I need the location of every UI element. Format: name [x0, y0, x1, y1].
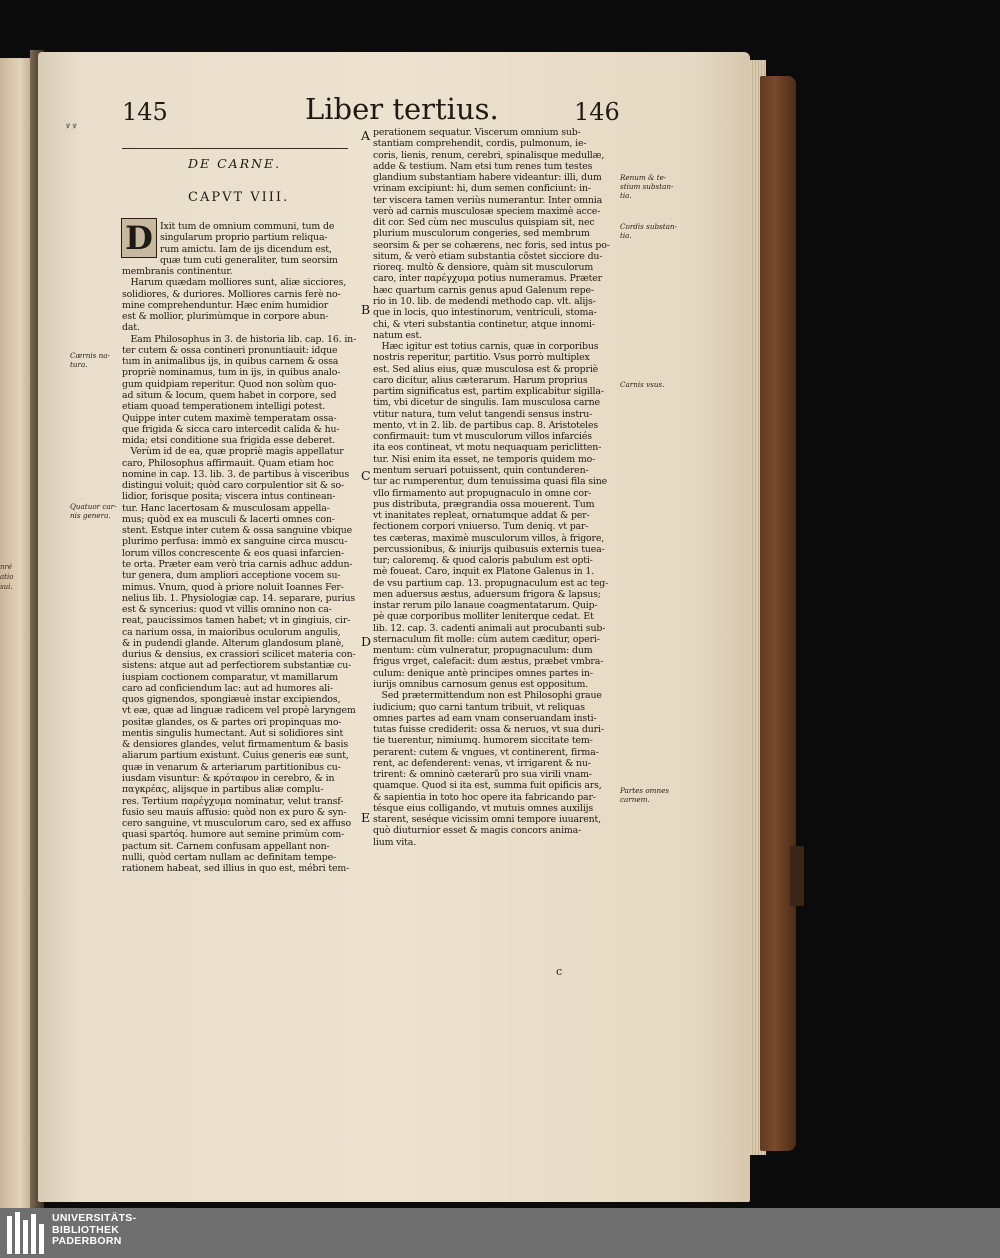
left-column-line: quæ tum cuti generaliter, tum seorsim [160, 254, 338, 266]
left-column-line: mida; etsi conditione sua frigida esse deberet. [122, 435, 336, 447]
left-column-line: lidior, forisque posita; viscera intus continean- [122, 491, 336, 503]
left-column-line: positæ glandes, os & partes ori propinquas mo- [122, 716, 342, 728]
left-column-line: & densiores glandes, velut firmamentum & basis [122, 739, 348, 751]
left-column-line: etiam quoad temperationem intelligi potest. [122, 401, 326, 413]
left-column-line: pactum sit. Carnem confusam appellant non- [122, 840, 330, 852]
left-column-line: & in pudendi glande. Alterum glandosum planè, [122, 637, 344, 649]
left-column-line: membranis continentur. [122, 266, 233, 278]
left-column-line: tur genera, dum ampliori acceptione vocem su- [122, 570, 341, 582]
left-column-line: singularum proprio partium reliqua- [160, 232, 328, 244]
left-column-line: est & mollior, plurimùmque in corpore abun- [122, 311, 329, 323]
left-page-margin-fragment: nré [0, 563, 12, 571]
left-column-line: nelius lib. 1. Physiologiæ cap. 14. separare, purius [122, 592, 356, 604]
left-column-line: propriè nominamus, tum in ijs, in quibus analo- [122, 367, 341, 379]
left-column-line: fusio seu mauis affusio: quòd non ex puro & syn- [122, 806, 347, 818]
left-column-line: durius & densius, ex crassiori scilicet materia con- [122, 649, 356, 661]
left-column-line: solidiores, & duriores. Molliores carnis ferè no- [122, 288, 341, 300]
right-page-number: 146 [574, 98, 620, 126]
left-column-line: ter cutem & ossa contineri pronuntiauit: idque [122, 344, 338, 356]
left-page-number: 145 [122, 98, 168, 126]
book-cover [760, 76, 796, 1151]
running-title: Liber tertius. [305, 92, 499, 126]
left-column-line: te orta. Præter eam verò tria carnis adhuc addun- [122, 558, 353, 570]
library-name-line: PADERBORN [52, 1235, 122, 1247]
left-column-line: παγκρέας, alijsque in partibus aliæ complu- [122, 784, 324, 796]
left-column-line: rationem habeat, sed illius in quo est, mébri tem- [122, 863, 350, 875]
left-page-margin-fragment: atio [0, 573, 14, 581]
left-column-line: rum amictu. Iam de ijs dicendum est, [160, 243, 332, 255]
left-column-line: dat. [122, 322, 140, 334]
left-column-line: mus; quòd ex ea musculi & lacerti omnes con- [122, 513, 335, 525]
left-column-line: quos gignendos, spongiæuè instar excipiendos, [122, 694, 341, 706]
library-name [52, 1213, 136, 1248]
section-heading: DE CARNE. [188, 156, 282, 171]
left-column-line: iuspiam coctionem comparatur, vt mamillarum [122, 671, 338, 683]
left-column-line: cero sanguine, vt musculorum caro, sed ex affuso [122, 818, 351, 830]
cover-clasp [790, 846, 804, 906]
left-column-line: quæ in venarum & arteriarum partitionibus cu- [122, 761, 341, 773]
left-column-line: distingui voluit; quòd caro corpulentior sit & so- [122, 480, 345, 492]
left-column-line: que frigida & sicca caro intercedit calida & hu- [122, 423, 340, 435]
chapter-heading: CAPVT VIII. [188, 190, 290, 205]
left-column-line: Quippe inter cutem maximè temperatam ossa- [122, 412, 337, 424]
left-column-line: lorum villos concrescente & eos quasi infarcien- [122, 547, 345, 559]
left-column-line: Harum quædam molliores sunt, aliæ sicciores, [122, 277, 347, 289]
library-bars-logo-icon [7, 1212, 47, 1254]
margin-note: Cærnis na- tura. [70, 351, 110, 369]
left-column-line: tur. Hanc lacertosam & musculosam appella- [122, 502, 330, 514]
right-column-text: perationem sequatur. Viscerum omnium sub- stantiam comprehendit, cordis, pulmonum, ie- coris, lienis, renum, cerebri, spinalisque medullæ, adde & testium. Nam etsi tum renes tum testes glandium substantiam habere videantur: illi, dum vrinam excipiunt: hi, dum semen conficiunt: in- ter viscera tamen veriùs numerantur. Inter omnia verò ad carnis musculosæ speciem maximè acce- dit cor. Sed cùm nec musculus quispiam sit, nec plurium musculorum congeries, sed membrum seorsim & per se cohærens, nec foris, sed intus po- situm, & verò etiam substantia cõstet sicciore du- rioreq. multò & densiore, quàm sit musculorum caro, inter παρέγχυμα potius numeramus. Præter hæc quartum carnis genus apud Galenum repe- rio in 10. lib. de medendi methodo cap. vlt. alijs- que in locis, quo intestinorum, ventriculi, stoma- chi, & vteri substantia continetur, atque innomi- natum est. Hæc igitur est totius carnis, quæ in corporibus nostris reperitur, partitio. Vsus porrò multiplex est. Sed alius eius, quæ musculosa est & propriè caro dicitur, alius cæterarum. Harum proprius partim significatus est, partim explicabitur sigilla- tim, vbi dicetur de singulis. Iam musculosa carne vtitur natura, tum velut tangendi sensus instru- mento, vt in 2. lib. de partibus cap. 8. Aristoteles confirmauit: tum vt musculorum villos infarciés ita eos contineat, vt motu nequaquam periclitten- tur. Nisi enim ita esset, ne temporis quidem mo- mentum seruari potuissent, quin contunderen- tur ac rumperentur, dum tenuissima quasi fila sine vllo firmamento aut propugnaculo in omne cor- pus distributa, prægrandia ossa mouerent. Tum vt inanitates repleat, ornatumque addat & per- fectionem corpori vniuerso. Tum deniq. vt par- tes cæteras, maximè musculorum villos, à frigore, percussionibus, & iniurijs quibusuis externis tuea- tur; caloremq. & quod caloris pabulum est opti- mè foueat. Caro, inquit ex Platone Galenus in 1. de vsu partium cap. 13. propugnaculum est ac teg- men aduersus æstus, aduersum frigora & lapsus; instar rerum pilo lanaue coagmentatarum. Quip- pè quæ corporibus molliter leniterque cedat. Et lib. 12. cap. 3. cadenti animali aut procubanti sub- sternaculum fit molle: cùm autem cæditur, operi- mentum: cùm vulneratur, propugnaculum: dum frigus vrget, calefacit: dum æstus, præbet vmbra- culum: denique antè principes omnes partes in- iurijs omnibus carnosum genus est oppositum. Sed prætermittendum non est Philosophi graue iudicium; quo carni tantum tribuit, vt reliquas omnes partes ad eam vnam conseruandam insti- tutas fuisse crediderit: ossa & neruos, vt sua duri- tie tuerentur, nimiumq. humorem siccitate tem- perarent: cutem & vngues, vt continerent, firma- rent, ac defenderent: venas, vt irrigarent & nu- trirent: & omninò cæterarũ pro sua virili vnam- quamque. Quod si ita est, summa fuit opificis ars, & sapientia in toto hoc opere ita fabricando par- tésque eius colligando, vt mutuis omnes auxilijs starent, seséque vicissim omni tempore iuuarent, quò diuturnior esset & magis concors anima- lium vita. [373, 127, 610, 848]
left-column-line: Ixit tum de omnium communi, tum de [160, 221, 335, 232]
left-column-intro [122, 221, 356, 874]
left-column-line: iusdam visuntur: & κρόταφον in cerebro, & in [122, 773, 335, 785]
left-column-line: reat, paucissimos tamen habet; vt in gingiuis, cir- [122, 615, 351, 627]
left-column-line: Verùm id de ea, quæ propriè magis appellatur [122, 446, 344, 458]
heading-rule [122, 148, 348, 149]
left-column-line: ad situm & locum, quem habet in corpore, sed [122, 389, 337, 401]
library-name-line: UNIVERSITÄTS- [52, 1212, 137, 1224]
margin-note: Partes omnes carnem. [620, 786, 670, 804]
decorated-initial: D [121, 218, 157, 258]
left-column-line: ca narium ossa, in maioribus oculorum angulis, [122, 626, 341, 638]
left-column-line: stent. Estque inter cutem & ossa sanguine vbique [122, 525, 353, 537]
left-column-line: aliarum partium existunt. Cuius generis eæ sunt, [122, 750, 349, 762]
left-column-line: caro, Philosophus affirmauit. Quam etiam hoc [122, 457, 334, 469]
section-letter: C [361, 468, 371, 483]
left-column-line: quasi spartóq. humore aut semine primùm com- [122, 829, 345, 841]
left-column-line: caro ad conficiendum lac: aut ad humores ali- [122, 682, 334, 694]
left-column-line: mine comprehenduntur. Hæc enim humidior [122, 299, 329, 311]
left-column-line: est & syncerius: quod vt villis omnino non ca- [122, 604, 332, 616]
margin-note: Renum & te- stium substan- tia. [620, 173, 674, 200]
section-letter: D [361, 634, 372, 649]
left-column-line: tum in animalibus ijs, in quibus carnem & ossa [122, 356, 339, 368]
left-column-line: mentis singulis humectant. Aut si solidiores sint [122, 727, 344, 739]
left-column-line: res. Tertium παρέγχυμα nominatur, velut transf- [122, 795, 344, 807]
library-stamp: ꝟ ꝟ [66, 121, 77, 130]
library-name-line: BIBLIOTHEK [52, 1223, 120, 1236]
left-column-line: Eam Philosophus in 3. de historia lib. cap. 16. in- [122, 333, 357, 345]
left-column-line: vt eæ, quæ ad linguæ radicem vel propè laryngem [122, 705, 356, 717]
left-column-line: nomine in cap. 13. lib. 3. de partibus à visceribus [122, 468, 350, 480]
section-letter: E [361, 810, 371, 825]
left-column-line: gum quidpiam reperitur. Quod non solùm quo- [122, 378, 337, 390]
left-page-edge [0, 58, 34, 1208]
section-letter: A [361, 128, 371, 143]
left-column-line: sistens: atque aut ad perfectiorem substantiæ cu- [122, 660, 352, 672]
catchword: c [556, 965, 563, 978]
footer-bar [0, 1208, 1000, 1258]
left-column-line: nulli, quòd certam nullam ac definitam tempe- [122, 851, 337, 863]
left-page-margin-fragment: sui. [0, 583, 13, 591]
left-column-line: mimus. Vnum, quod à priore noluit Ioannes Fer- [122, 581, 344, 593]
margin-note: Cordis substan- tia. [620, 222, 677, 240]
left-column-line: plurimo perfusa: immò ex sanguine circa muscu- [122, 536, 348, 548]
section-letter: B [361, 302, 371, 317]
margin-note: Carnis vsus. [620, 380, 665, 389]
margin-note: Quatuor car- nis genera. [70, 502, 117, 520]
